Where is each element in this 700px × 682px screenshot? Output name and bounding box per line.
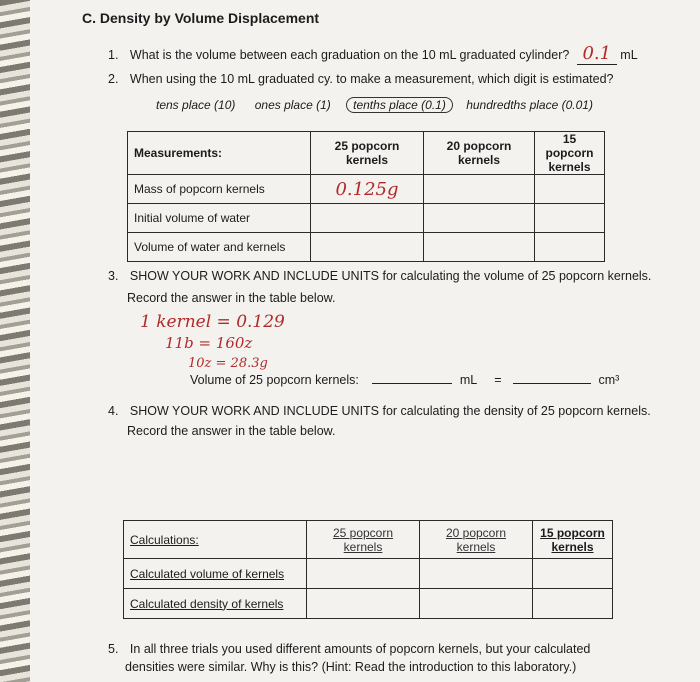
header-15-kernels: 15 popcorn kernels [533,521,613,559]
header-measurements: Measurements: [128,132,311,175]
cell-density-25[interactable] [307,589,420,619]
row-label-water-and-kernels: Volume of water and kernels [128,233,311,262]
table-row [128,233,605,262]
question-4-line2: Record the answer in the table below. [127,424,336,438]
measurements-table [127,131,605,262]
question-5-line2: densities were similar. Why is this? (Hint: Read the introduction to this laboratory.) [125,660,577,674]
question-4-number: 4. [108,404,119,418]
table-row [128,175,605,204]
cell-density-20[interactable] [420,589,533,619]
question-1-text: What is the volume between each graduation on the 10 mL graduated cylinder? [129,48,570,62]
cell-density-15[interactable] [533,589,613,619]
question-3 [108,269,651,283]
header-calculations: Calculations: [124,521,307,559]
cell-mass-15[interactable] [535,175,605,204]
cell-water-kernels-25[interactable] [311,233,424,262]
header-25-kernels: 25 popcorn kernels [307,521,420,559]
cell-water-kernels-15[interactable] [535,233,605,262]
work-line-2: 11b = 160z [165,334,253,352]
volume-ml-blank[interactable] [372,383,452,384]
volume-cm3-blank[interactable] [513,383,591,384]
row-label-mass: Mass of popcorn kernels [128,175,311,204]
row-label-calculated-density: Calculated density of kernels [124,589,307,619]
option-ones: ones place (1) [254,98,331,112]
question-5 [108,642,590,656]
question-3-line2: Record the answer in the table below. [127,291,336,305]
cell-mass-25[interactable]: 0.125g [311,175,424,204]
header-15-kernels: 15 popcorn kernels [535,132,605,175]
table-row [124,589,613,619]
volume-unit-ml: mL [459,373,477,387]
calculations-table [123,520,613,619]
row-label-initial-volume: Initial volume of water [128,204,311,233]
table-row [124,559,613,589]
notebook-spiral-edge [0,0,30,682]
volume-unit-cm3: cm³ [598,373,620,387]
cell-volume-15[interactable] [533,559,613,589]
cell-initial-25[interactable] [311,204,424,233]
volume-line [190,373,619,387]
cell-mass-20[interactable] [424,175,535,204]
question-2-number: 2. [108,72,119,86]
option-tenths-circled: tenths place (0.1) [346,97,453,113]
option-hundredths: hundredths place (0.01) [466,98,593,112]
table-header-row [124,521,613,559]
table-header-row [128,132,605,175]
cell-volume-20[interactable] [420,559,533,589]
question-1-number: 1. [108,48,119,62]
work-line-1: 1 kernel = 0.129 [140,312,285,332]
volume-label: Volume of 25 popcorn kernels: [190,373,359,387]
question-5-line1: In all three trials you used different amounts of popcorn kernels, but your calculated [129,642,591,656]
question-4-line1: SHOW YOUR WORK AND INCLUDE UNITS for calculating the density of 25 popcorn kernels. [129,404,651,418]
section-title: C. Density by Volume Displacement [82,10,320,26]
question-1-unit: mL [620,48,638,62]
question-2 [108,72,614,86]
question-3-number: 3. [108,269,119,283]
question-1 [108,43,638,65]
cell-initial-15[interactable] [535,204,605,233]
table-row [128,204,605,233]
question-2-options [156,98,593,112]
equals-sign: = [494,373,502,387]
question-3-line1: SHOW YOUR WORK AND INCLUDE UNITS for calculating the volume of 25 popcorn kernels. [129,269,652,283]
option-tens: tens place (10) [156,98,236,112]
cell-initial-20[interactable] [424,204,535,233]
header-20-kernels: 20 popcorn kernels [424,132,535,175]
cell-volume-25[interactable] [307,559,420,589]
question-5-number: 5. [108,642,119,656]
header-25-kernels: 25 popcorn kernels [311,132,424,175]
question-4 [108,404,651,418]
question-2-text: When using the 10 mL graduated cy. to make a measurement, which digit is estimated? [129,72,614,86]
question-1-answer: 0.1 [577,43,617,65]
row-label-calculated-volume: Calculated volume of kernels [124,559,307,589]
header-20-kernels: 20 popcorn kernels [420,521,533,559]
work-line-3: 10z = 28.3g [188,356,268,371]
cell-water-kernels-20[interactable] [424,233,535,262]
